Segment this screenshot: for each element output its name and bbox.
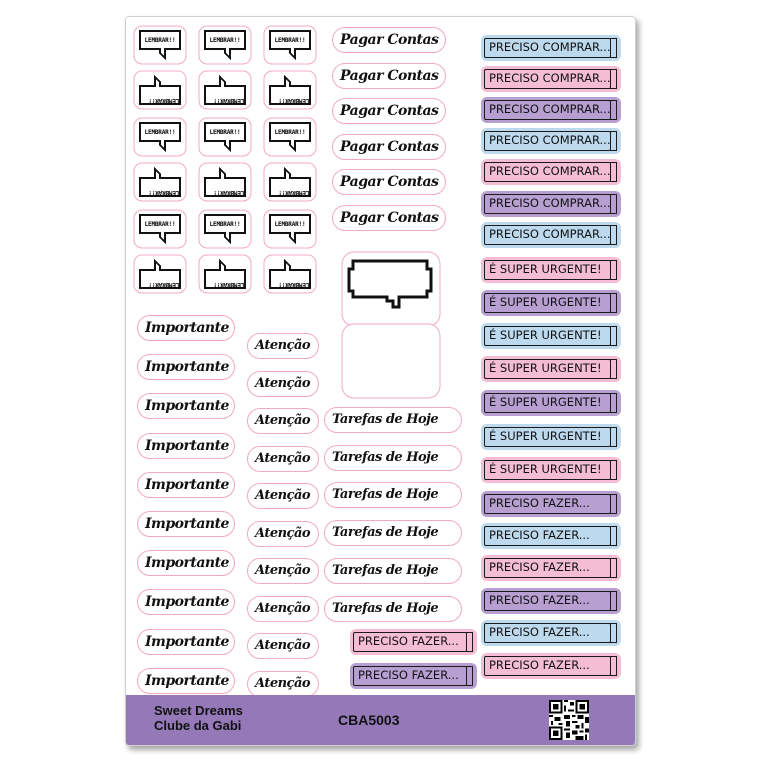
- tarefas-sticker: Tarefas de Hoje: [324, 558, 462, 584]
- right-pill-sticker: [481, 491, 621, 517]
- speech-bubble-icon: [263, 25, 317, 65]
- atencao-sticker: Atenção: [247, 446, 319, 472]
- importante-sticker: Importante: [137, 668, 235, 694]
- pill-label: PRECISO FAZER...: [484, 656, 611, 676]
- pill-tail-icon: [609, 656, 617, 676]
- pill-label: É SUPER URGENTE!: [484, 427, 611, 447]
- speech-bubble-icon: [133, 162, 187, 202]
- speech-bubble-icon: [263, 209, 317, 249]
- lembrar-label: LEMBRAR!!: [274, 37, 306, 44]
- pagar-contas-sticker: Pagar Contas: [332, 27, 446, 53]
- pill-tail-icon: [609, 162, 617, 182]
- pill-label: PRECISO COMPRAR...: [484, 38, 611, 58]
- right-pill-sticker: [481, 191, 621, 217]
- pill-label: É SUPER URGENTE!: [484, 293, 611, 313]
- lembrar-bubble-sticker: [198, 209, 252, 249]
- brand-subtitle: Clube da Gabi: [154, 718, 242, 733]
- blank-speech-bubble-sticker: [341, 251, 441, 332]
- pill-label: PRECISO COMPRAR...: [484, 69, 611, 89]
- lembrar-bubble-sticker: [198, 70, 252, 110]
- speech-bubble-icon: [341, 251, 441, 327]
- importante-sticker: Importante: [137, 354, 235, 380]
- pill-label: PRECISO COMPRAR...: [484, 225, 611, 245]
- product-code: CBA5003: [338, 712, 400, 728]
- blank-speech-bubble-sticker: [341, 323, 441, 404]
- bottom-pill-sticker: [350, 663, 477, 689]
- tarefas-sticker: Tarefas de Hoje: [324, 520, 462, 546]
- lembrar-label: LEMBRAR!!: [274, 129, 306, 136]
- lembrar-bubble-sticker: [263, 254, 317, 294]
- speech-bubble-icon: [263, 70, 317, 110]
- lembrar-bubble-sticker: [263, 70, 317, 110]
- pill-tail-icon: [609, 623, 617, 643]
- right-pill-sticker: [481, 653, 621, 679]
- importante-sticker: Importante: [137, 393, 235, 419]
- speech-bubble-icon: [133, 254, 187, 294]
- atencao-sticker: Atenção: [247, 371, 319, 397]
- right-pill-sticker: [481, 555, 621, 581]
- importante-sticker: Importante: [137, 472, 235, 498]
- pill-label: PRECISO FAZER...: [353, 632, 467, 652]
- importante-sticker: Importante: [137, 629, 235, 655]
- atencao-sticker: Atenção: [247, 408, 319, 434]
- pill-tail-icon: [609, 293, 617, 313]
- sticker-sheet: [125, 16, 636, 746]
- tarefas-sticker: Tarefas de Hoje: [324, 445, 462, 471]
- lembrar-bubble-sticker: [133, 25, 187, 65]
- lembrar-label: LEMBRAR!!: [209, 37, 241, 44]
- importante-sticker: Importante: [137, 315, 235, 341]
- pill-label: PRECISO COMPRAR...: [484, 162, 611, 182]
- lembrar-label: LEMBRAR!!: [148, 97, 180, 104]
- speech-bubble-icon: [198, 25, 252, 65]
- pill-label: PRECISO FAZER...: [484, 623, 611, 643]
- qr-code-icon: [549, 700, 589, 740]
- right-pill-sticker: [481, 128, 621, 154]
- pill-label: É SUPER URGENTE!: [484, 359, 611, 379]
- pill-tail-icon: [609, 326, 617, 346]
- pill-tail-icon: [609, 38, 617, 58]
- atencao-sticker: Atenção: [247, 633, 319, 659]
- right-pill-sticker: [481, 159, 621, 185]
- right-pill-sticker: [481, 66, 621, 92]
- right-pill-sticker: [481, 356, 621, 382]
- pill-label: PRECISO COMPRAR...: [484, 194, 611, 214]
- pill-tail-icon: [609, 260, 617, 280]
- lembrar-bubble-sticker: [198, 162, 252, 202]
- right-pill-sticker: [481, 390, 621, 416]
- pill-tail-icon: [609, 526, 617, 546]
- atencao-sticker: Atenção: [247, 333, 319, 359]
- pill-tail-icon: [609, 131, 617, 151]
- lembrar-bubble-sticker: [198, 254, 252, 294]
- lembrar-label: LEMBRAR!!: [144, 37, 176, 44]
- lembrar-bubble-sticker: [133, 117, 187, 157]
- pill-label: PRECISO COMPRAR...: [484, 100, 611, 120]
- pagar-contas-sticker: Pagar Contas: [332, 63, 446, 89]
- sheet-footer: [126, 695, 635, 745]
- right-pill-sticker: [481, 35, 621, 61]
- lembrar-bubble-sticker: [133, 209, 187, 249]
- pill-tail-icon: [609, 427, 617, 447]
- lembrar-label: LEMBRAR!!: [209, 221, 241, 228]
- pill-tail-icon: [465, 666, 473, 686]
- right-pill-sticker: [481, 323, 621, 349]
- lembrar-label: LEMBRAR!!: [213, 281, 245, 288]
- right-pill-sticker: [481, 290, 621, 316]
- pill-label: PRECISO FAZER...: [353, 666, 467, 686]
- pill-label: É SUPER URGENTE!: [484, 260, 611, 280]
- pill-tail-icon: [609, 194, 617, 214]
- pill-tail-icon: [609, 359, 617, 379]
- lembrar-bubble-sticker: [198, 117, 252, 157]
- right-pill-sticker: [481, 257, 621, 283]
- pagar-contas-sticker: Pagar Contas: [332, 134, 446, 160]
- right-pill-sticker: [481, 620, 621, 646]
- pill-label: É SUPER URGENTE!: [484, 393, 611, 413]
- pill-label: PRECISO FAZER...: [484, 591, 611, 611]
- speech-bubble-icon: [198, 70, 252, 110]
- pagar-contas-sticker: Pagar Contas: [332, 205, 446, 231]
- lembrar-label: LEMBRAR!!: [209, 129, 241, 136]
- brand-name: Sweet Dreams: [154, 703, 243, 718]
- speech-bubble-icon: [263, 117, 317, 157]
- pagar-contas-sticker: Pagar Contas: [332, 169, 446, 195]
- lembrar-bubble-sticker: [133, 254, 187, 294]
- pill-tail-icon: [609, 558, 617, 578]
- pill-tail-icon: [609, 100, 617, 120]
- pill-label: É SUPER URGENTE!: [484, 460, 611, 480]
- speech-bubble-icon: [198, 162, 252, 202]
- atencao-sticker: Atenção: [247, 596, 319, 622]
- lembrar-bubble-sticker: [133, 162, 187, 202]
- lembrar-label: LEMBRAR!!: [148, 189, 180, 196]
- tarefas-sticker: Tarefas de Hoje: [324, 596, 462, 622]
- pill-tail-icon: [609, 225, 617, 245]
- lembrar-label: LEMBRAR!!: [274, 221, 306, 228]
- speech-bubble-icon: [133, 70, 187, 110]
- lembrar-label: LEMBRAR!!: [213, 97, 245, 104]
- atencao-sticker: Atenção: [247, 483, 319, 509]
- lembrar-bubble-sticker: [198, 25, 252, 65]
- speech-bubble-icon: [133, 209, 187, 249]
- lembrar-bubble-sticker: [263, 209, 317, 249]
- importante-sticker: Importante: [137, 511, 235, 537]
- right-pill-sticker: [481, 222, 621, 248]
- speech-bubble-icon: [133, 25, 187, 65]
- tarefas-sticker: Tarefas de Hoje: [324, 482, 462, 508]
- lembrar-bubble-sticker: [133, 70, 187, 110]
- lembrar-bubble-sticker: [263, 117, 317, 157]
- right-pill-sticker: [481, 97, 621, 123]
- right-pill-sticker: [481, 588, 621, 614]
- pill-tail-icon: [609, 393, 617, 413]
- lembrar-bubble-sticker: [263, 162, 317, 202]
- speech-bubble-icon: [263, 162, 317, 202]
- lembrar-label: LEMBRAR!!: [278, 97, 310, 104]
- pagar-contas-sticker: Pagar Contas: [332, 98, 446, 124]
- bottom-pill-sticker: [350, 629, 477, 655]
- atencao-sticker: Atenção: [247, 671, 319, 697]
- pill-label: PRECISO FAZER...: [484, 494, 611, 514]
- speech-bubble-icon: [198, 254, 252, 294]
- lembrar-label: LEMBRAR!!: [213, 189, 245, 196]
- right-pill-sticker: [481, 457, 621, 483]
- pill-tail-icon: [609, 591, 617, 611]
- speech-bubble-icon: [263, 254, 317, 294]
- pill-tail-icon: [609, 494, 617, 514]
- tarefas-sticker: Tarefas de Hoje: [324, 407, 462, 433]
- right-pill-sticker: [481, 523, 621, 549]
- pill-label: PRECISO FAZER...: [484, 526, 611, 546]
- pill-tail-icon: [465, 632, 473, 652]
- right-pill-sticker: [481, 424, 621, 450]
- lembrar-bubble-sticker: [263, 25, 317, 65]
- lembrar-label: LEMBRAR!!: [278, 189, 310, 196]
- speech-bubble-icon: [198, 117, 252, 157]
- pill-label: PRECISO COMPRAR...: [484, 131, 611, 151]
- atencao-sticker: Atenção: [247, 558, 319, 584]
- atencao-sticker: Atenção: [247, 521, 319, 547]
- pill-tail-icon: [609, 460, 617, 480]
- speech-bubble-icon: [341, 323, 441, 399]
- lembrar-label: LEMBRAR!!: [278, 281, 310, 288]
- pill-tail-icon: [609, 69, 617, 89]
- pill-label: É SUPER URGENTE!: [484, 326, 611, 346]
- lembrar-label: LEMBRAR!!: [144, 129, 176, 136]
- importante-sticker: Importante: [137, 589, 235, 615]
- lembrar-label: LEMBRAR!!: [144, 221, 176, 228]
- importante-sticker: Importante: [137, 550, 235, 576]
- pill-label: PRECISO FAZER...: [484, 558, 611, 578]
- speech-bubble-icon: [133, 117, 187, 157]
- lembrar-label: LEMBRAR!!: [148, 281, 180, 288]
- speech-bubble-icon: [198, 209, 252, 249]
- importante-sticker: Importante: [137, 433, 235, 459]
